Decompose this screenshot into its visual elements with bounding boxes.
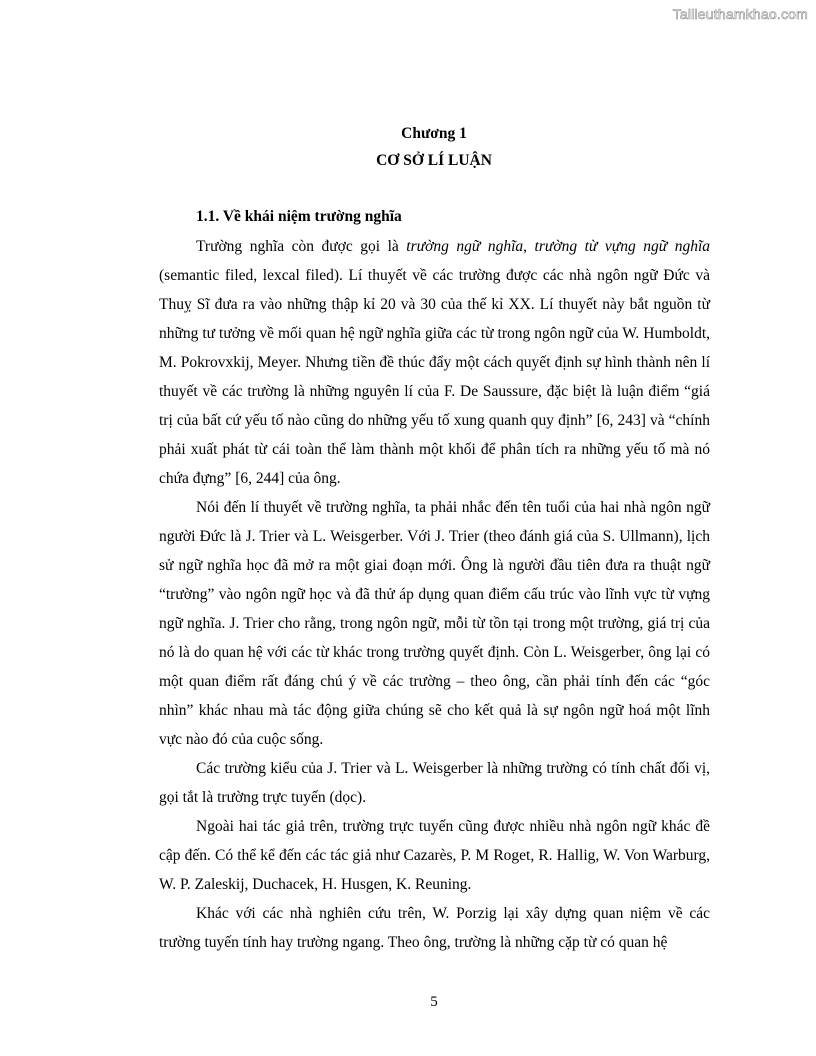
page-number: 5 [430, 994, 438, 1010]
paragraph-1-lead: Trường nghĩa còn được gọi là [196, 238, 407, 255]
chapter-title: CƠ SỞ LÍ LUẬN [376, 152, 492, 169]
body-text [159, 232, 710, 957]
paragraph-3: Các trường kiểu của J. Trier và L. Weisgerber là những trường có tính chất đối vị, gọi tắt là trường trực tuyến (dọc). [159, 760, 710, 806]
section-heading: 1.1. Về khái niệm trường nghĩa [196, 208, 402, 225]
watermark-text: Tailieuthamkhao.com [672, 6, 808, 22]
chapter-label: Chương 1 [401, 125, 467, 142]
paragraph-5: Khác với các nhà nghiên cứu trên, W. Porzig lại xây dựng quan niệm về các trường tuyến tính hay trường ngang. Theo ông, trường là những cặp từ có quan hệ [159, 905, 710, 951]
paragraph-1 [159, 232, 710, 493]
paragraph-1-separator: , [523, 238, 535, 255]
paragraph-1-rest: (semantic filed, lexcal filed). Lí thuyết về các trường được các nhà ngôn ngữ Đức và Thuỵ Sĩ đưa ra vào những thập kỉ 20 và 30 của thế kỉ XX. Lí thuyết này bắt nguồn từ những tư tưởng về mối quan hệ ngữ nghĩa giữa các từ trong ngôn ngữ của W. Humboldt, M. Pokrovxkij, Meyer. Nhưng tiền đề thúc đẩy một cách quyết định sự hình thành nên lí thuyết về các trường là những nguyên lí của F. De Saussure, đặc biệt là luận điểm “giá trị của bất cứ yếu tố nào cũng do những yếu tố xung quanh quy định” [6, 243] và “chính phải xuất phát từ cái toàn thể làm thành một khối để phân tích ra những yếu tố mà nó chứa đựng” [6, 244] của ông. [159, 267, 710, 487]
paragraph-4: Ngoài hai tác giả trên, trường trực tuyến cũng được nhiều nhà ngôn ngữ khác đề cập đến. Có thể kể đến các tác giả như Cazarès, P. M Roget, R. Hallig, W. Von Warburg, W. P. Zaleskij, Duchacek, H. Husgen, K. Reuning. [159, 818, 710, 893]
paragraph-2: Nói đến lí thuyết về trường nghĩa, ta phải nhắc đến tên tuổi của hai nhà ngôn ngữ người Đức là J. Trier và L. Weisgerber. Với J. Trier (theo đánh giá của S. Ullmann), lịch sử ngữ nghĩa học đã mở ra một giai đoạn mới. Ông là người đầu tiên đưa ra thuật ngữ “trường” vào ngôn ngữ học và đã thử áp dụng quan điểm cấu trúc vào lĩnh vực từ vựng ngữ nghĩa. J. Trier cho rằng, trong ngôn ngữ, mỗi từ tồn tại trong một trường, giá trị của nó là do quan hệ với các từ khác trong trường quyết định. Còn L. Weisgerber, ông lại có một quan điểm rất đáng chú ý về các trường – theo ông, cần phải tính đến các “góc nhìn” khác nhau mà tác động giữa chúng sẽ cho kết quả là sự ngôn ngữ hoá một lĩnh vực nào đó của cuộc sống. [159, 499, 710, 748]
term-italic-2: trường từ vựng ngữ nghĩa [534, 238, 711, 255]
term-italic-1: trường ngữ nghĩa [406, 238, 524, 255]
